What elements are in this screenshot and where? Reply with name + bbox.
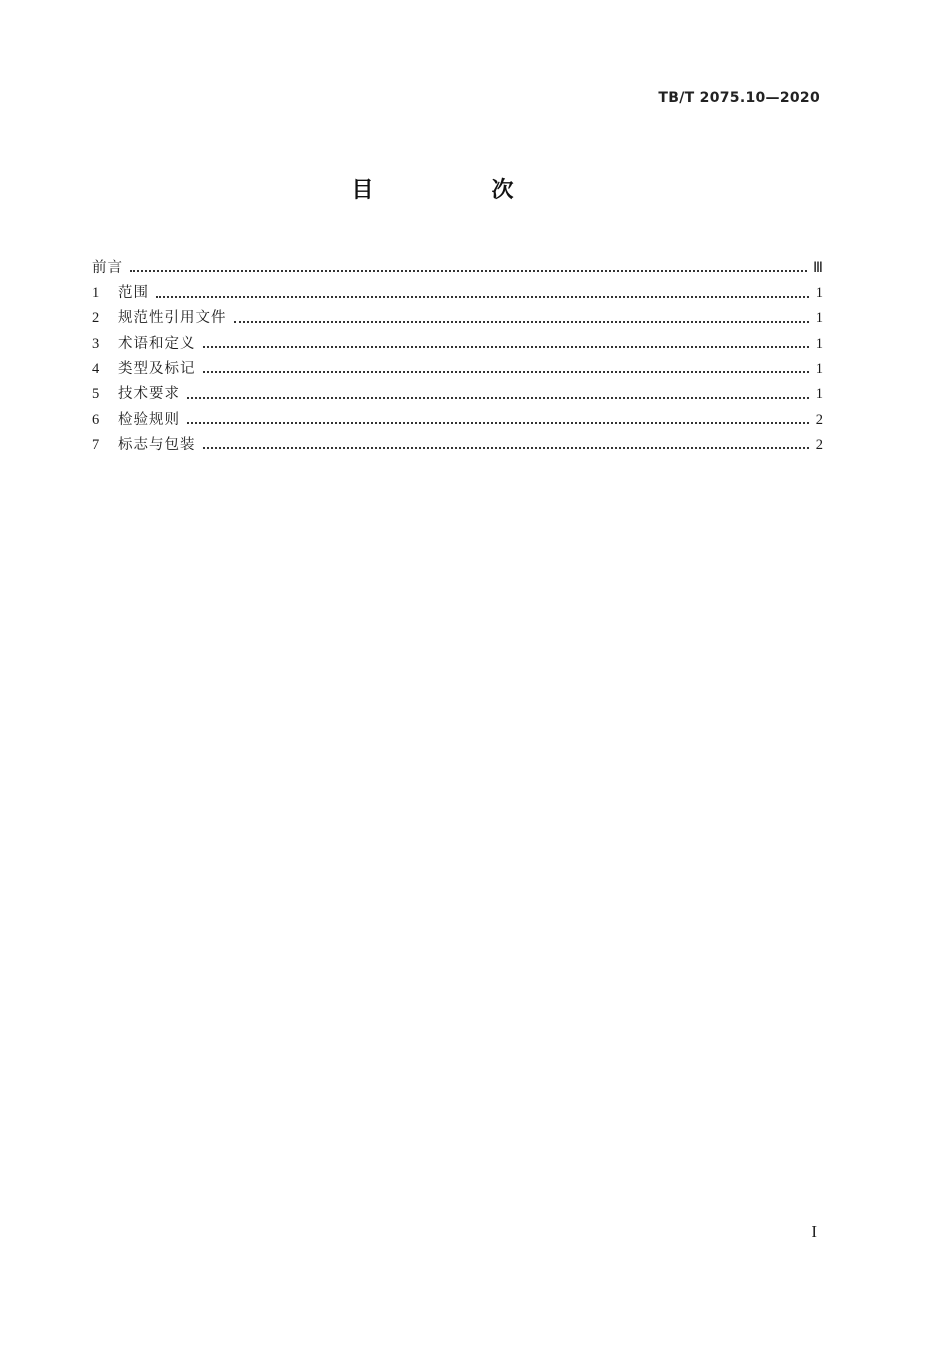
toc-entry-number: 3 xyxy=(92,335,100,352)
toc-entry-page: Ⅲ xyxy=(813,259,823,276)
toc-entry-label: 检验规则 xyxy=(118,411,180,428)
toc-entry-page: 1 xyxy=(815,360,823,377)
toc-entry-terms-definitions[interactable] xyxy=(92,326,823,351)
page-number: I xyxy=(811,1222,817,1241)
page-title: 目 次 xyxy=(351,178,562,203)
toc-entry-foreword[interactable] xyxy=(92,250,823,275)
toc-entry-page: 1 xyxy=(815,310,823,327)
toc-leader-dots xyxy=(203,371,810,373)
toc-leader-dots xyxy=(203,447,810,449)
toc-entry-label: 类型及标记 xyxy=(118,360,196,377)
toc-entry-label: 前言 xyxy=(92,259,123,276)
toc-leader-dots xyxy=(234,321,810,323)
toc-entry-page: 1 xyxy=(815,386,823,403)
toc-entry-marking-packaging[interactable] xyxy=(92,427,823,452)
toc-entry-scope[interactable] xyxy=(92,275,823,300)
toc-leader-dots xyxy=(187,422,809,424)
toc-entry-number: 5 xyxy=(92,386,100,403)
toc-leader-dots xyxy=(203,346,810,348)
toc-entry-page: 2 xyxy=(815,436,823,453)
toc-entry-page: 1 xyxy=(815,335,823,352)
toc-entry-number: 6 xyxy=(92,411,100,428)
toc-entry-number: 2 xyxy=(92,310,100,327)
toc-leader-dots xyxy=(187,397,809,399)
toc-entry-label: 规范性引用文件 xyxy=(118,310,227,327)
toc-entry-page: 1 xyxy=(815,285,823,302)
toc-entry-label: 技术要求 xyxy=(118,386,180,403)
toc-leader-dots xyxy=(156,296,809,298)
toc-entry-number: 1 xyxy=(92,285,100,302)
standard-code: TB/T 2075.10—2020 xyxy=(658,90,820,106)
toc-entry-page: 2 xyxy=(815,411,823,428)
toc-entry-technical-requirements[interactable] xyxy=(92,376,823,401)
toc-entry-label: 范围 xyxy=(118,285,149,302)
toc-entry-inspection-rules[interactable] xyxy=(92,402,823,427)
toc-entry-label: 标志与包装 xyxy=(118,436,196,453)
toc-entry-label: 术语和定义 xyxy=(118,335,196,352)
table-of-contents xyxy=(92,250,823,452)
toc-entry-number: 4 xyxy=(92,360,100,377)
toc-entry-normative-references[interactable] xyxy=(92,301,823,326)
toc-entry-types-marking[interactable] xyxy=(92,351,823,376)
toc-leader-dots xyxy=(130,270,807,272)
toc-entry-number: 7 xyxy=(92,436,100,453)
